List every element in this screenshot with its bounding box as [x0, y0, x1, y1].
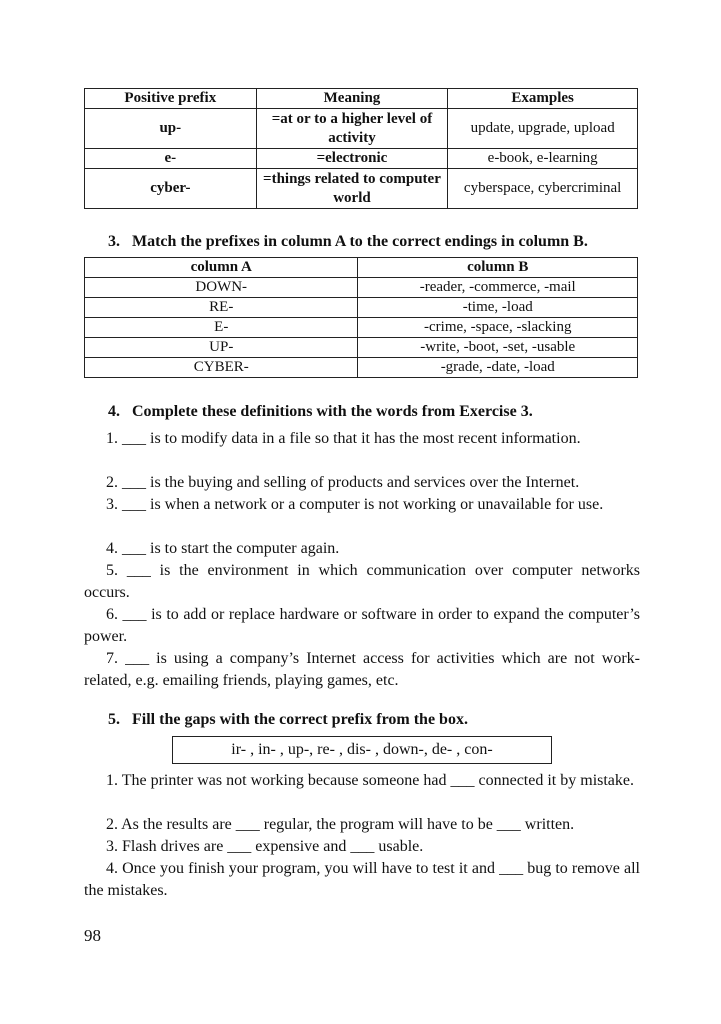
exercise-3-heading	[108, 232, 588, 252]
definition-item: 2. ___ is the buying and selling of products and services over the Internet.	[106, 474, 580, 491]
exercise-number: 4.	[108, 403, 120, 420]
definition-item: 4. ___ is to start the computer again.	[106, 540, 340, 557]
column-a-cell: E-	[85, 318, 358, 338]
column-a-cell: DOWN-	[85, 278, 358, 298]
exercise-5-heading	[108, 710, 468, 730]
meaning-cell: =electronic	[256, 149, 448, 169]
table-row	[85, 298, 638, 318]
column-b-cell: -crime, -space, -slacking	[358, 318, 638, 338]
column-b-cell: -grade, -date, -load	[358, 358, 638, 378]
table-header-row	[85, 89, 638, 109]
prefix-box: ir- , in- , up-, re- , dis- , down-, de- , con-	[172, 736, 552, 764]
gap-fill-item: 1. The printer was not working because someone had ___ connected it by mistake.	[106, 772, 635, 789]
examples-cell: e-book, e-learning	[448, 149, 638, 169]
meaning-cell: =at or to a higher level of activity	[256, 109, 448, 149]
prefix-cell: e-	[85, 149, 257, 169]
table-row	[85, 278, 638, 298]
table-row	[85, 149, 638, 169]
column-header: Positive prefix	[85, 89, 257, 109]
column-header: column A	[85, 258, 358, 278]
exercise-number: 3.	[108, 233, 120, 250]
definition-item: 3. ___ is when a network or a computer is not working or unavailable for use.	[106, 496, 604, 513]
gap-fill-item: 4. Once you finish your program, you will have to test it and ___ bug to remove all the mistakes.	[84, 860, 640, 899]
gap-fill-item: 2. As the results are ___ regular, the program will have to be ___ written.	[106, 816, 575, 833]
prefix-cell: cyber-	[85, 169, 257, 209]
exercise-title: Match the prefixes in column A to the correct endings in column B.	[132, 233, 588, 250]
table-row	[85, 338, 638, 358]
column-a-cell: CYBER-	[85, 358, 358, 378]
page-number: 98	[84, 926, 101, 945]
match-table	[84, 257, 638, 378]
table-header-row	[85, 258, 638, 278]
column-header: Examples	[448, 89, 638, 109]
gap-fill-item: 3. Flash drives are ___ expensive and ___ usable.	[106, 838, 424, 855]
definition-item: 5. ___ is the environment in which communication over computer networks occurs.	[84, 562, 640, 601]
column-b-cell: -reader, -commerce, -mail	[358, 278, 638, 298]
table-row	[85, 358, 638, 378]
column-header: column B	[358, 258, 638, 278]
examples-cell: update, upgrade, upload	[448, 109, 638, 149]
table-row	[85, 318, 638, 338]
column-b-cell: -time, -load	[358, 298, 638, 318]
table-row	[85, 169, 638, 209]
exercise-title: Fill the gaps with the correct prefix from the box.	[132, 711, 468, 728]
exercise-4-heading	[108, 402, 533, 422]
column-a-cell: UP-	[85, 338, 358, 358]
meaning-cell: =things related to computer world	[256, 169, 448, 209]
prefix-table	[84, 88, 638, 209]
examples-cell: cyberspace, cybercriminal	[448, 169, 638, 209]
column-a-cell: RE-	[85, 298, 358, 318]
definition-item: 7. ___ is using a company’s Internet access for activities which are not work-related, e.g. emailing friends, playing games, etc.	[84, 650, 640, 689]
exercise-title: Complete these definitions with the words from Exercise 3.	[132, 403, 533, 420]
column-header: Meaning	[256, 89, 448, 109]
exercise-number: 5.	[108, 711, 120, 728]
prefix-cell: up-	[85, 109, 257, 149]
column-b-cell: -write, -boot, -set, -usable	[358, 338, 638, 358]
definition-item: 6. ___ is to add or replace hardware or software in order to expand the computer’s power.	[84, 606, 640, 645]
table-row	[85, 109, 638, 149]
definition-item: 1. ___ is to modify data in a file so that it has the most recent information.	[106, 430, 581, 447]
